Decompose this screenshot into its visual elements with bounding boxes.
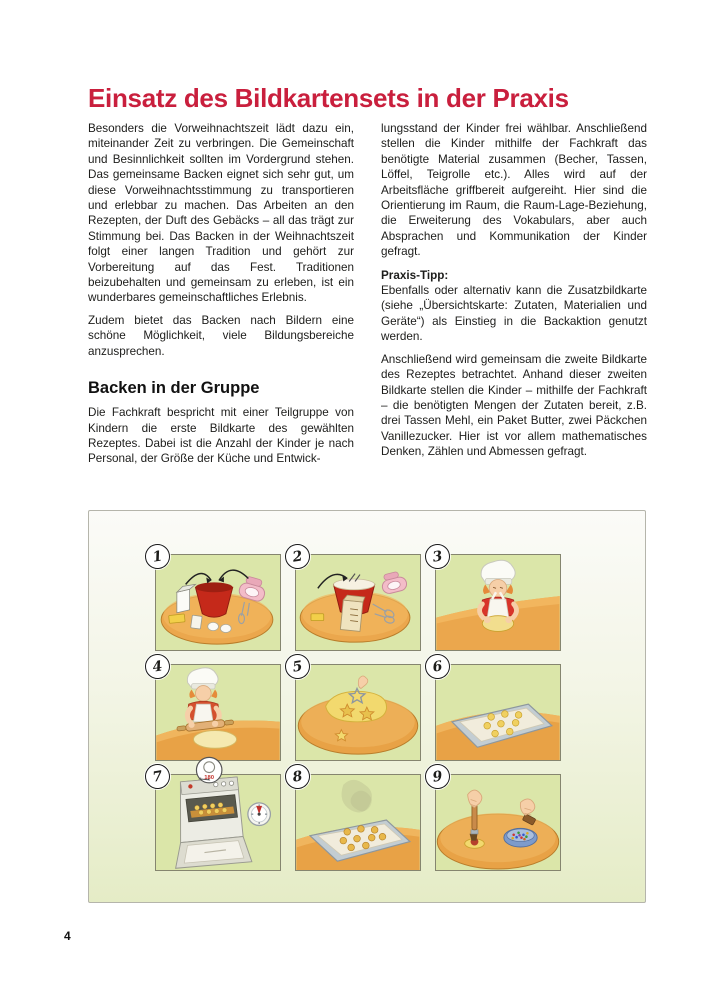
decorating-cookies-with-brush-and-sprinkles-icon <box>436 775 560 870</box>
step-card-2 <box>291 547 421 651</box>
step-card-6 <box>431 657 561 761</box>
cutting-star-shapes-from-dough-icon <box>296 665 420 760</box>
step-number-badge: 8 <box>283 762 312 791</box>
step-cards-grid <box>151 547 561 871</box>
baked-cookies-steaming-on-tray-icon <box>296 775 420 870</box>
tip-heading: Praxis-Tipp: <box>381 268 449 282</box>
text-column-right <box>381 121 647 467</box>
paragraph: Ebenfalls oder alternativ kann die Zusatzbildkarte (siehe „Übersichtskarte: Zutaten, Materialien und Geräte“) als Einstieg in die Backaktion genutzt werden. <box>381 284 647 344</box>
step-number-badge: 9 <box>423 762 452 791</box>
step-card-1 <box>151 547 281 651</box>
step-card-4 <box>151 657 281 761</box>
step-card-5 <box>291 657 421 761</box>
paragraph: Besonders die Vorweihnachtszeit lädt dazu ein, miteinander Zeit zu verbringen. Die Gemeinschaft und Besinnlichkeit sollten im Vordergrund stehen. Das gemeinsame Backen eignet sich sehr gut, um diese Vorweihnachtsstimmung zu transportieren und erlebbar zu machen. Das Arbeiten an den Rezepten, der Duft des Gebäcks – all das trägt zur Stimmung bei. Das Backen in der Weihnachtszeit folgt einer langen Tradition und gehört zur Vorbereitung auf das Fest. Traditionen beizubehalten und gemeinsam zu erleben, ist ein wunderbares gemeinschaftliches Erlebnis. <box>88 122 354 305</box>
step-card-3 <box>431 547 561 651</box>
red-bowl-with-ingredients-and-hand-mixer-icon <box>156 555 280 650</box>
paragraph: Die Fachkraft bespricht mit einer Teilgruppe von Kindern die erste Bildkarte des gewählten Rezeptes. Dabei ist die Anzahl der Kinder je nach Personal, der Größe der Küche und Entwick- <box>88 406 354 466</box>
oven-temperature-label: 180 <box>204 774 215 781</box>
open-oven-at-180-degrees-with-kitchen-timer-icon <box>156 775 280 870</box>
bowl-with-dough-flour-bag-and-beaters-icon <box>296 555 420 650</box>
baking-steps-panel <box>88 510 646 903</box>
paragraph: Anschließend wird gemeinsam die zweite Bildkarte des Rezeptes betrachtet. Anhand dieser zweiten Bildkarte stellen die Kinder – mithilfe der Fachkraft – die benötigten Mengen der Zutaten bereit, z.B. drei Tassen Mehl, ein Paket Butter, zwei Päckchen Vanillezucker. Hier ist vor allem mathematisches Denken, Zählen und Abmessen gefragt. <box>381 352 647 459</box>
page-number: 4 <box>64 929 71 943</box>
step-number-badge: 1 <box>143 542 172 571</box>
paragraph: lungsstand der Kinder frei wählbar. Anschließend stellen die Kinder mithilfe der Fachkraft das benötigte Material zusammen (Becher, Tassen, Löffel, Teigrolle etc.). Alles wird auf der Arbeitsfläche griffbereit aufgereiht. Hier sind die Orientierung im Raum, die Raum-Lage-Beziehung, die Erweiterung des Vokabulars, aber auch Absprachen und Kommunikation der Kinder gefragt. <box>381 122 647 259</box>
step-number-badge: 7 <box>143 762 172 791</box>
step-number-badge: 4 <box>143 652 172 681</box>
step-number-badge: 5 <box>283 652 312 681</box>
raw-star-cookies-on-baking-tray-icon <box>436 665 560 760</box>
step-card-8 <box>291 767 421 871</box>
step-card-7 <box>151 767 281 871</box>
section-heading: Backen in der Gruppe <box>88 379 260 398</box>
step-card-9 <box>431 767 561 871</box>
paragraph: Zudem bietet das Backen nach Bildern eine schöne Möglichkeit, viele Bildungsbereiche anzusprechen. <box>88 313 354 358</box>
step-number-badge: 6 <box>423 652 452 681</box>
child-rolling-dough-with-rolling-pin-icon <box>156 665 280 760</box>
step-number-badge: 3 <box>423 542 452 571</box>
text-column-left <box>88 121 354 474</box>
step-number-badge: 2 <box>283 542 312 571</box>
child-kneading-dough-icon <box>436 555 560 650</box>
page-title: Einsatz des Bildkartensets in der Praxis <box>88 83 569 114</box>
